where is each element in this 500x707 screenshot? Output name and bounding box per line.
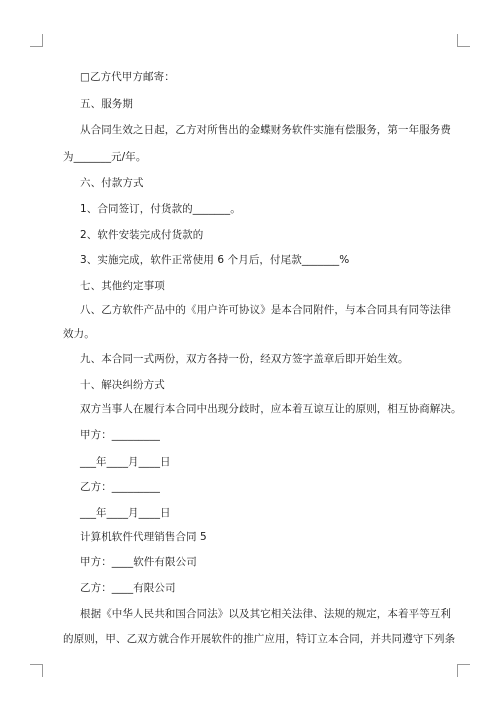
section-heading-dispute: 十、解决纠纷方式	[80, 379, 165, 391]
signature-date: ___年____月____日	[80, 507, 171, 519]
paragraph-line: 从合同生效之日起，乙方对所售出的金蝶财务软件实施有偿服务，第一年服务费	[80, 124, 451, 136]
paragraph-line: 双方当事人在履行本合同中出现分歧时，应本着互谅互让的原则，相互协商解决。	[80, 403, 462, 415]
crop-mark-top-left	[30, 34, 43, 47]
paragraph-line: 根据《中华人民共和国合同法》以及其它相关法律、法规的规定，本着平等互利	[80, 608, 451, 620]
crop-mark-bottom-left	[30, 664, 43, 677]
party-a-line: 甲方：____软件有限公司	[80, 556, 197, 568]
paragraph-line: 为_______元/年。	[63, 151, 147, 163]
list-item: 1、合同签订，付货款的_______。	[80, 203, 241, 215]
paragraph-line: 效力。	[63, 328, 95, 340]
list-item: 2、软件安装完成付货款的	[80, 229, 204, 241]
section-heading-payment: 六、付款方式	[80, 177, 144, 189]
crop-mark-bottom-right	[457, 664, 470, 677]
paragraph-line: 的原则，甲、乙双方就合作开展软件的推广应用，特订立本合同，并共同遵守下列条	[63, 633, 456, 645]
signature-party-b: 乙方：_________	[80, 481, 160, 493]
party-b-line: 乙方：____有限公司	[80, 582, 176, 594]
signature-party-a: 甲方：_________	[80, 429, 160, 441]
paragraph-line: 八、乙方软件产品中的《用户许可协议》是本合同附件，与本合同具有同等法律	[80, 304, 451, 316]
list-item: 3、实施完成，软件正常使用 6 个月后，付尾款_______%	[80, 254, 350, 266]
paragraph-line: 九、本合同一式两份，双方各持一份，经双方签字盖章后即开始生效。	[80, 353, 409, 365]
signature-date: ___年____月____日	[80, 456, 171, 468]
mail-option-line: □乙方代甲方邮寄：	[80, 71, 175, 83]
crop-mark-top-right	[457, 34, 470, 47]
section-heading-service: 五、服务期	[80, 98, 133, 110]
contract-title: 计算机软件代理销售合同 5	[80, 531, 207, 543]
section-heading-other: 七、其他约定事项	[80, 280, 165, 292]
